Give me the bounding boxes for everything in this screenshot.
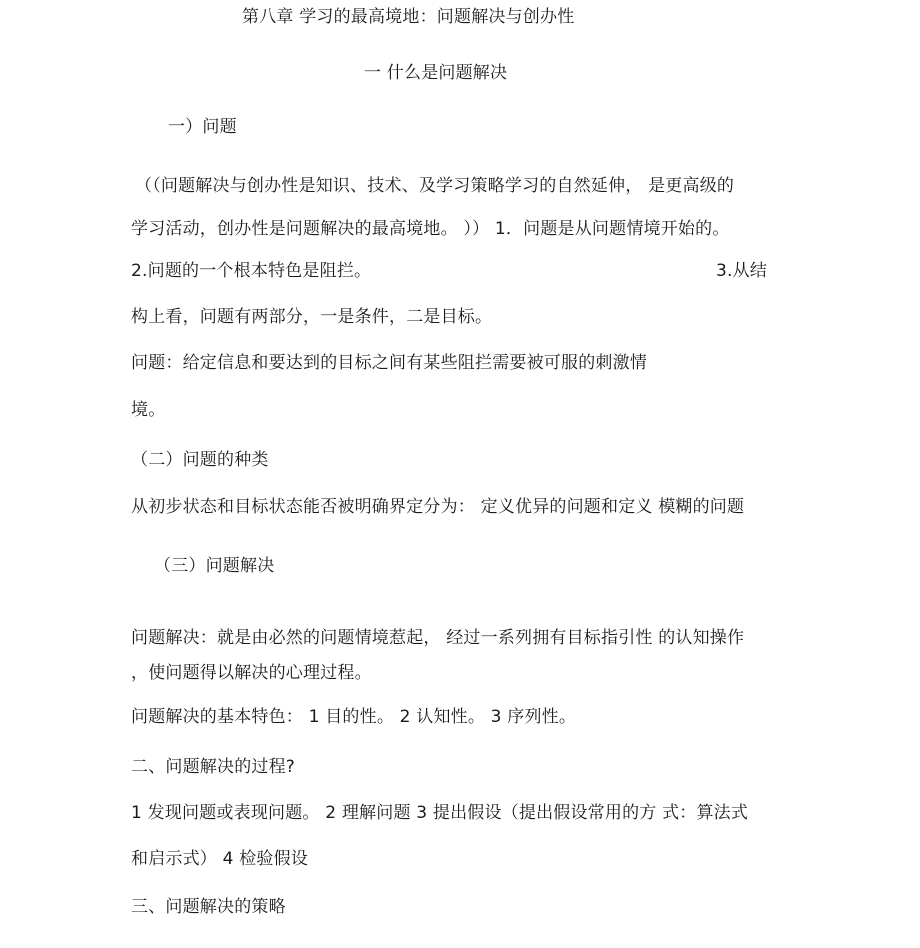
intro-paragraph-line: （（问题解决与创办性是知识、技术、及学习策略学习的自然延伸， 是更高级的 [135,176,735,196]
intro-paragraph-line: 学习活动，创办性是问题解决的最高境地。 ）） 1．问题是从问题情境开始的。 [131,219,730,239]
problem-definition-line: 境。 [131,400,166,420]
section-title: 一 什么是问题解决 [364,63,508,83]
point-three-start: 3.从结 [716,261,768,281]
solving-features-line: 问题解决的基本特色： 1 目的性。 2 认知性。 3 序列性。 [131,707,577,727]
point-two: 2.问题的一个根本特色是阻拦。 [131,261,372,281]
section-heading-process: 二、问题解决的过程? [131,757,296,777]
solving-definition-line: 问题解决：就是由必然的问题情境惹起， 经过一系列拥有目标指引性 的认知操作 [131,628,745,648]
section-heading-strategies: 三、问题解决的策略 [131,897,286,917]
point-three-end: 构上看，问题有两部分，一是条件，二是目标。 [131,307,493,327]
process-line: 1 发现问题或表现问题。 2 理解问题 3 提出假设（提出假设常用的方 式：算法式 [131,803,749,823]
chapter-title: 第八章 学习的最高境地：问题解决与创办性 [242,7,575,27]
solving-definition-line: ，使问题得以解决的心理过程。 [131,663,372,683]
problem-definition-line: 问题：给定信息和要达到的目标之间有某些阻拦需要被可服的刺激情 [131,353,647,373]
process-line: 和启示式） 4 检验假设 [131,849,309,869]
problem-types-line: 从初步状态和目标状态能否被明确界定分为： 定义优异的问题和定义 模糊的问题 [131,497,745,517]
subsection-heading-problem: 一）问题 [168,117,237,137]
subsection-heading-types: （二）问题的种类 [131,450,269,470]
subsection-heading-solving: （三）问题解决 [154,556,275,576]
